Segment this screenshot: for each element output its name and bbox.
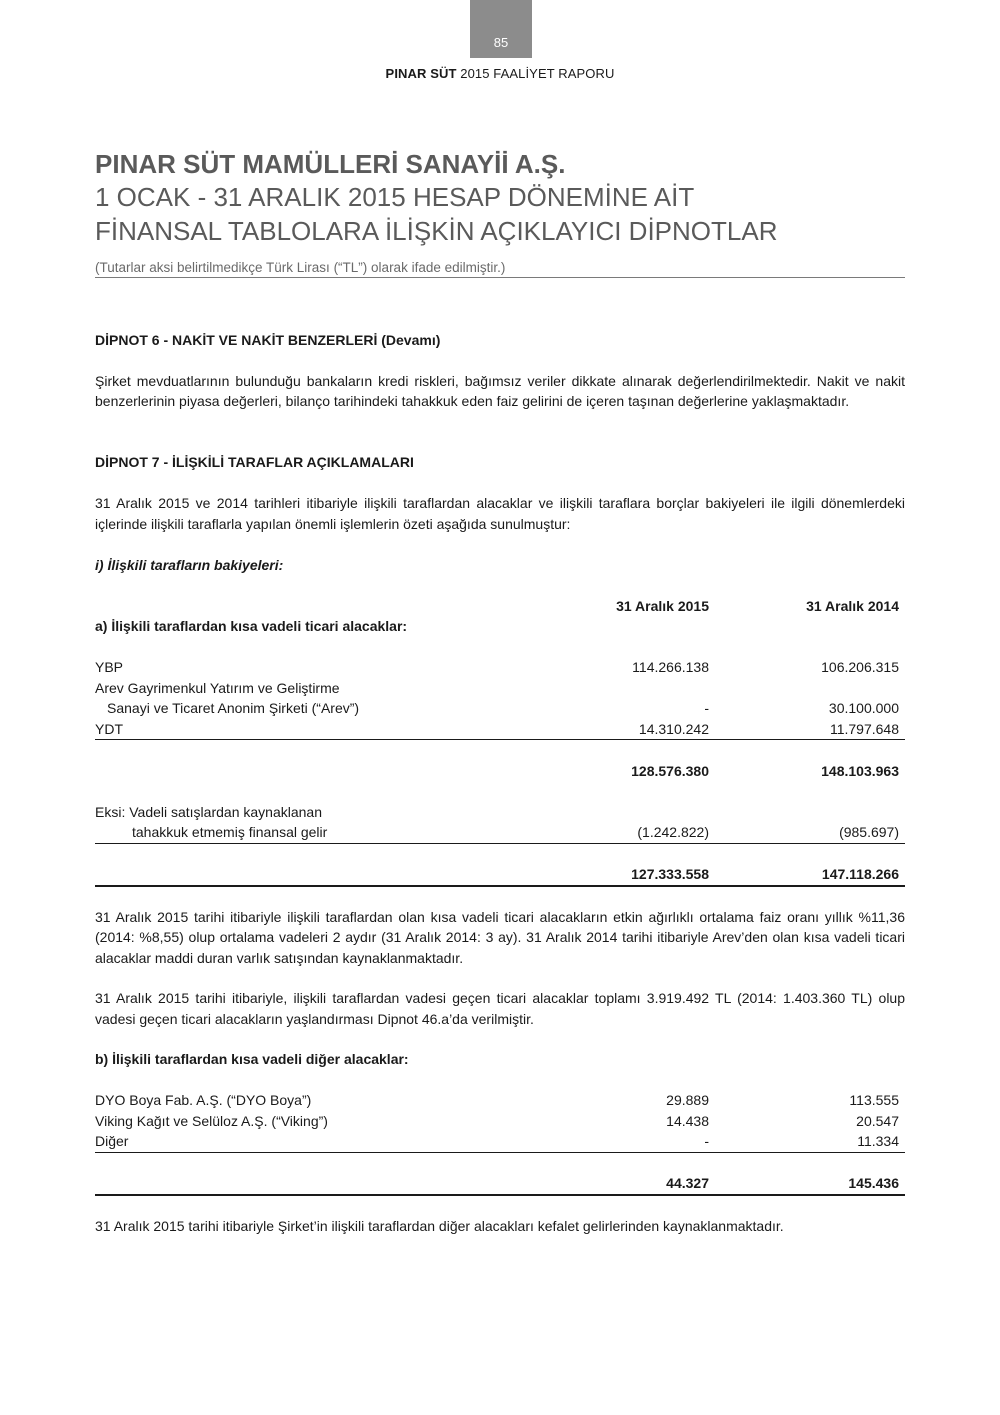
report-brand: PINAR SÜT (385, 66, 457, 81)
interest-rate-paragraph: 31 Aralık 2015 tarihi itibariyle ilişkili taraflardan olan kısa vadeli ticari alacakların etkin ağırlıklı ortalama faiz oranı yıllık %11,36 (2014: %8,55) olup ortalama vadeleri 2 aydır (31 Aralık 2014: 3 ay). 31 Aralık 2014 tarihi itibariyle Arev’den olan kısa vadeli ticari alacaklar maddi duran varlık satışından kaynaklanmaktadır. (95, 908, 905, 966)
note6-heading: DİPNOT 6 - NAKİT VE NAKİT BENZERLERİ (Devamı) (95, 332, 441, 348)
company-name: PINAR SÜT MAMÜLLERİ SANAYİİ A.Ş. (95, 149, 566, 179)
column-header-2015: 31 Aralık 2015 (616, 597, 709, 614)
note7-intro: 31 Aralık 2015 ve 2014 tarihleri itibariyle ilişkili taraflardan alacaklar ve ilişkili taraflara borçlar bakiyeleri ile ilgili dönemlerdeki içlerinde ilişkili taraflarla yapılan önemli işlemlerin özeti aşağıda sunulmuştur: (95, 495, 905, 532)
table-row: DYO Boya Fab. A.Ş. (“DYO Boya”) 29.889 113.555 (95, 1092, 899, 1108)
table-a-title: a) İlişkili taraflardan kısa vadeli ticari alacaklar: (95, 618, 408, 634)
table-row: Arev Gayrimenkul Yatırım ve Geliştirme (95, 679, 340, 696)
table-row: Sanayi ve Ticaret Anonim Şirketi (“Arev”) - 30.100.000 (107, 700, 899, 716)
report-title: 2015 FAALİYET RAPORU (460, 66, 615, 81)
table-row: Viking Kağıt ve Selüloz A.Ş. (“Viking”) 14.438 20.547 (95, 1112, 899, 1129)
content (95, 330, 905, 1236)
balances-subheading: i) İlişkili tarafların bakiyeleri: (95, 557, 284, 573)
currency-note: (Tutarlar aksi belirtilmedikçe Türk Lirası (“TL”) olarak ifade edilmiştir.) (95, 260, 905, 278)
notes-title: FİNANSAL TABLOLARA İLİŞKİN AÇIKLAYICI DİPNOTLAR (95, 216, 778, 246)
table-row: YDT 14.310.242 11.797.648 (95, 719, 905, 740)
overdue-paragraph: 31 Aralık 2015 tarihi itibariyle, ilişkili taraflardan vadesi geçen ticari alacaklar toplamı 3.919.492 TL (2014: 1.403.360 TL) olup vadesi geçen ticari alacakların yaşlandırması Dipnot 46.a’da verilmiştir. (95, 990, 905, 1027)
page-number: 85 (493, 35, 509, 50)
table-b-title: b) İlişkili taraflardan kısa vadeli diğer alacaklar: (95, 1051, 409, 1067)
subtotal-row: 128.576.380 148.103.963 (631, 762, 899, 779)
total-row: 127.333.558 147.118.266 (95, 864, 905, 886)
deduction-row: tahakkuk etmemiş finansal gelir (1.242.822) (985.697) (95, 822, 905, 843)
trade-receivables-table (95, 596, 905, 887)
table-row: YBP 114.266.138 106.206.315 (95, 659, 899, 675)
total-row: 44.327 145.436 (95, 1173, 905, 1195)
note6-paragraph: Şirket mevduatlarının bulunduğu bankaların kredi riskleri, bağımsız veriler dikkate alınarak değerlendirilmektedir. Nakit ve nakit benzerlerinin piyasa değerleri, bilanço tarihindeki tahakkuk eden faiz gelirini de içeren taşınan değerlerine yaklaşmaktadır. (95, 372, 905, 409)
other-receivables-table (95, 1049, 905, 1196)
page-number-tab (470, 0, 532, 58)
period-title: 1 OCAK - 31 ARALIK 2015 HESAP DÖNEMİNE AİT (95, 182, 695, 212)
table-row: Eksi: Vadeli satışlardan kaynaklanan (95, 803, 322, 820)
guarantee-paragraph: 31 Aralık 2015 tarihi itibariyle Şirket’in ilişkili taraflardan diğer alacakları kefalet gelirlerinden kaynaklanmaktadır. (95, 1217, 784, 1234)
title-block (95, 148, 905, 278)
table-row: Diğer - 11.334 (95, 1131, 905, 1152)
running-header (0, 66, 1000, 81)
column-header-2014: 31 Aralık 2014 (806, 597, 899, 614)
note7-heading: DİPNOT 7 - İLİŞKİLİ TARAFLAR AÇIKLAMALARI (95, 453, 414, 470)
